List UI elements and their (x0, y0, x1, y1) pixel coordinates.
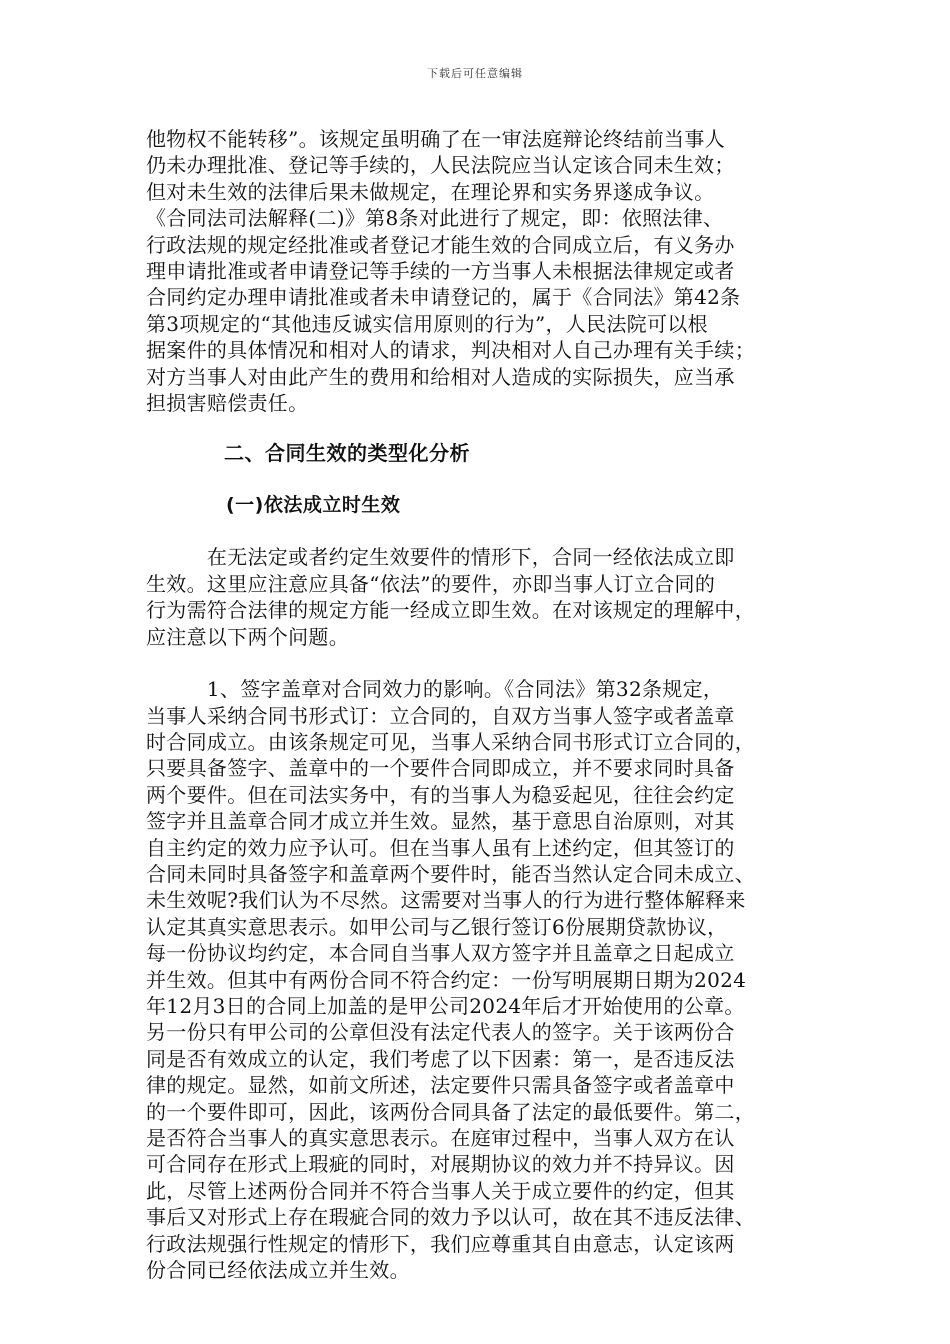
text-line: 他物权不能转移”。该规定虽明确了在一审法庭辩论终结前当事人 (146, 127, 725, 151)
text-line: 两个要件。但在司法实务中，有的当事人为稳妥起见，往往会约定 (146, 782, 735, 807)
text-line: 但对未生效的法律后果未做规定，在理论界和实务界遂成争议。 (146, 179, 715, 204)
text-line: 未生效呢?我们认为不尽然。这需要对当事人的行为进行整体解释来 (146, 888, 746, 913)
text-line: 在无法定或者约定生效要件的情形下，合同一经依法成立即 (146, 545, 735, 570)
text-line: 事后又对形式上存在瑕疵合同的效力予以认可，故在其不违反法律、 (146, 1205, 755, 1230)
paragraph-1 (146, 126, 806, 416)
text-line: 此，尽管上述两份合同并不符合当事人关于成立要件的约定，但其 (146, 1178, 735, 1203)
text-line: 应注意以下两个问题。 (146, 624, 349, 649)
text-line: 是否符合当事人的真实意思表示。在庭审过程中，当事人双方在认 (146, 1126, 735, 1150)
text-line: 担损害赔偿责任。 (146, 391, 309, 416)
text-line: 行为需符合法律的规定方能一经成立即生效。在对该规定的理解中， (146, 598, 755, 623)
paragraph-2 (146, 544, 806, 650)
text-line: 的一个要件即可，因此，该两份合同具备了法定的最低要件。第二， (146, 1099, 755, 1124)
text-line: 认定其真实意思表示。如甲公司与乙银行签订6份展期贷款协议， (146, 914, 728, 939)
text-line: 行政法规强行性规定的情形下，我们应尊重其自由意志，认定该两 (146, 1231, 735, 1256)
text-line: 同是否有效成立的认定，我们考虑了以下因素：第一，是否违反法 (146, 1046, 735, 1071)
text-line: 1、签字盖章对合同效力的影响。《合同法》第32条规定， (146, 677, 724, 702)
header-note: 下载后可任意编辑 (427, 67, 523, 80)
text-line: 当事人采纳合同书形式订：立合同的，自双方当事人签字或者盖章 (146, 703, 735, 728)
text-line: 年12月3日的合同上加盖的是甲公司2024年后才开始使用的公章。 (146, 993, 745, 1018)
text-line: 行政法规的规定经批准或者登记才能生效的合同成立后，有义务办 (146, 232, 735, 257)
document-body (146, 126, 806, 1283)
text-line: 另一份只有甲公司的公章但没有法定代表人的签字。关于该两份合 (146, 1020, 735, 1045)
subsection-heading: (一)依法成立时生效 (226, 494, 401, 517)
text-line: 并生效。但其中有两份合同不符合约定：一份写明展期日期为2024 (146, 967, 747, 992)
section-heading: 二、合同生效的类型化分析 (224, 441, 470, 466)
text-line: 生效。这里应注意应具备“依法”的要件，亦即当事人订立合同的 (146, 571, 716, 596)
text-line: 《合同法司法解释(二)》第8条对此进行了规定，即：依照法律、 (146, 206, 724, 231)
text-line: 据案件的具体情况和相对人的请求，判决相对人自己办理有关手续； (146, 338, 755, 363)
text-line: 时合同成立。由该条规定可见，当事人采纳合同书形式订立合同的， (146, 729, 755, 754)
text-line: 合同约定办理申请批准或者未申请登记的，属于《合同法》第42条 (146, 285, 741, 310)
text-line: 合同未同时具备签字和盖章两个要件时，能否当然认定合同未成立、 (146, 861, 755, 886)
text-line: 对方当事人对由此产生的费用和给相对人造成的实际损失，应当承 (146, 364, 735, 389)
text-line: 份合同已经依法成立并生效。 (146, 1258, 410, 1283)
text-line: 仍未办理批准、登记等手续的，人民法院应当认定该合同未生效； (146, 153, 735, 178)
text-line: 每一份协议均约定，本合同自当事人双方签字并且盖章之日起成立 (146, 941, 735, 966)
text-line: 签字并且盖章合同才成立并生效。显然，基于意思自治原则，对其 (146, 809, 735, 834)
paragraph-3 (146, 676, 806, 1283)
text-line: 自主约定的效力应予认可。但在当事人虽有上述约定，但其签订的 (146, 835, 735, 860)
text-line: 律的规定。显然，如前文所述，法定要件只需具备签字或者盖章中 (146, 1073, 735, 1098)
text-line: 第3项规定的“其他违反诚实信用原则的行为”，人民法院可以根 (146, 311, 708, 336)
text-line: 只要具备签字、盖章中的一个要件合同即成立，并不要求同时具备 (146, 756, 735, 781)
text-line: 可合同存在形式上瑕疵的同时，对展期协议的效力并不持异议。因 (146, 1152, 735, 1177)
text-line: 理申请批准或者申请登记等手续的一方当事人未根据法律规定或者 (146, 259, 735, 284)
